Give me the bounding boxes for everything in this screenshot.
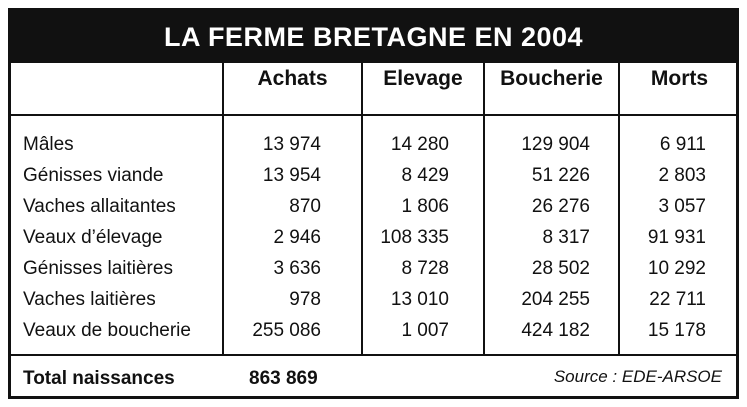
boucherie-cell: 51 226	[531, 165, 590, 186]
elevage-cell: 14 280	[390, 134, 449, 155]
morts-cell: 10 292	[647, 258, 706, 279]
total-value: 863 869	[249, 368, 318, 389]
achats-cell: 978	[289, 289, 321, 310]
morts-cell: 15 178	[647, 320, 706, 341]
morts-cell: 3 057	[658, 196, 706, 217]
elevage-cell: 1 007	[401, 320, 449, 341]
achats-cell: 3 636	[273, 258, 321, 279]
achats-cell: 13 954	[262, 165, 321, 186]
table-footer	[11, 354, 736, 399]
morts-cell: 22 711	[649, 289, 706, 310]
achats-column	[224, 129, 321, 346]
elevage-column	[363, 129, 449, 346]
source-note: Source : EDE-ARSOE	[553, 367, 722, 386]
morts-cell: 91 931	[647, 227, 706, 248]
table-title: LA FERME BRETAGNE EN 2004	[11, 11, 736, 63]
boucherie-cell: 26 276	[531, 196, 590, 217]
morts-cell: 2 803	[658, 165, 706, 186]
achats-cell: 13 974	[262, 134, 321, 155]
column-header-boucherie: Boucherie	[500, 67, 603, 90]
boucherie-column	[485, 129, 590, 346]
boucherie-cell: 129 904	[521, 134, 590, 155]
table-frame	[8, 8, 739, 399]
achats-cell: 870	[289, 196, 321, 217]
achats-cell: 255 086	[252, 320, 321, 341]
morts-column	[620, 129, 706, 346]
row-label: Veaux de boucherie	[23, 320, 191, 341]
column-header-elevage: Elevage	[383, 67, 463, 90]
elevage-cell: 8 429	[401, 165, 449, 186]
row-label: Génisses laitières	[23, 258, 173, 279]
elevage-cell: 13 010	[390, 289, 449, 310]
morts-cell: 6 911	[659, 134, 706, 155]
elevage-cell: 1 806	[401, 196, 449, 217]
row-label: Vaches laitières	[23, 289, 156, 310]
table-body	[11, 63, 736, 354]
row-labels	[23, 129, 191, 346]
row-label: Génisses viande	[23, 165, 164, 186]
elevage-cell: 108 335	[380, 227, 449, 248]
row-label: Vaches allaitantes	[23, 196, 176, 217]
row-label: Veaux d’élevage	[23, 227, 163, 248]
column-header-achats: Achats	[257, 67, 328, 90]
boucherie-cell: 8 317	[542, 227, 590, 248]
column-header-morts: Morts	[650, 67, 709, 90]
row-label: Mâles	[23, 134, 74, 155]
elevage-cell: 8 728	[401, 258, 449, 279]
total-label: Total naissances	[23, 368, 175, 389]
boucherie-cell: 424 182	[521, 320, 590, 341]
boucherie-cell: 28 502	[531, 258, 590, 279]
header-divider	[11, 114, 736, 116]
boucherie-cell: 204 255	[521, 289, 590, 310]
achats-cell: 2 946	[273, 227, 321, 248]
